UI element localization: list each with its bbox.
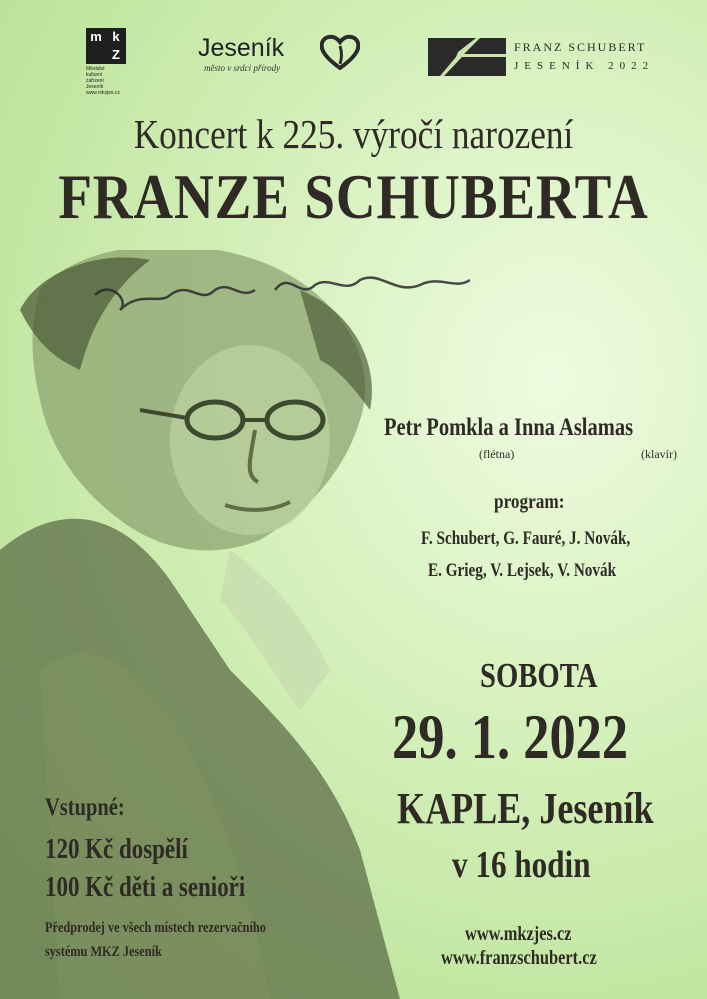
event-day: SOBOTA	[480, 656, 598, 695]
program-label: program:	[494, 489, 565, 513]
event-place: KAPLE, Jeseník	[397, 784, 654, 833]
mkz-letter-blank	[86, 46, 106, 64]
website-mkzjes[interactable]: www.mkzjes.cz	[465, 923, 572, 945]
presale-note-line-2: systému MKZ Jeseník	[45, 944, 162, 960]
entry-label: Vstupné:	[45, 794, 125, 821]
title-line-2: FRANZE SCHUBERTA	[58, 161, 649, 232]
mkz-small-line: zařízení	[86, 78, 104, 84]
mkz-logo	[86, 28, 132, 96]
instrument-flute: (flétna)	[479, 447, 515, 461]
mkz-small-line: Jeseník	[86, 84, 104, 90]
schubert-logo-sub: JESENÍK 2022	[514, 60, 655, 72]
title-line-1: Koncert k 225. výročí narození	[133, 111, 574, 157]
schubert-logo-name: FRANZ SCHUBERT	[514, 40, 647, 54]
jesenik-logo	[198, 34, 284, 73]
website-franzschubert[interactable]: www.franzschubert.cz	[441, 947, 597, 969]
mkz-small-line: kulturní	[86, 72, 103, 78]
program-line-1: F. Schubert, G. Fauré, J. Novák,	[421, 528, 631, 549]
program-line-2: E. Grieg, V. Lejsek, V. Novák	[428, 560, 617, 581]
heart-icon	[320, 34, 360, 70]
jesenik-name: Jeseník	[198, 34, 285, 62]
event-date: 29. 1. 2022	[392, 701, 629, 772]
presale-note-line-1: Předprodej ve všech místech rezervačního	[45, 920, 266, 936]
instrument-piano: (klavír)	[641, 447, 677, 461]
entry-adult-price: 120 Kč dospělí	[45, 834, 188, 865]
franz-schubert-logo	[428, 38, 655, 81]
schubert-logo-mark-icon	[428, 38, 506, 76]
mkz-small-line: www.mkzjes.cz	[86, 90, 120, 96]
jesenik-tagline: město v srdci přírody	[204, 63, 281, 73]
entry-reduced-price: 100 Kč děti a senioři	[45, 872, 246, 903]
performers-names: Petr Pomkla a Inna Aslamas	[384, 414, 634, 441]
mkz-letter-k: k	[112, 29, 120, 44]
mkz-letter-z: Z	[112, 47, 120, 62]
event-time: v 16 hodin	[452, 844, 591, 886]
mkz-letter-m: m	[90, 29, 102, 44]
mkz-small-line: Městské	[86, 66, 105, 72]
